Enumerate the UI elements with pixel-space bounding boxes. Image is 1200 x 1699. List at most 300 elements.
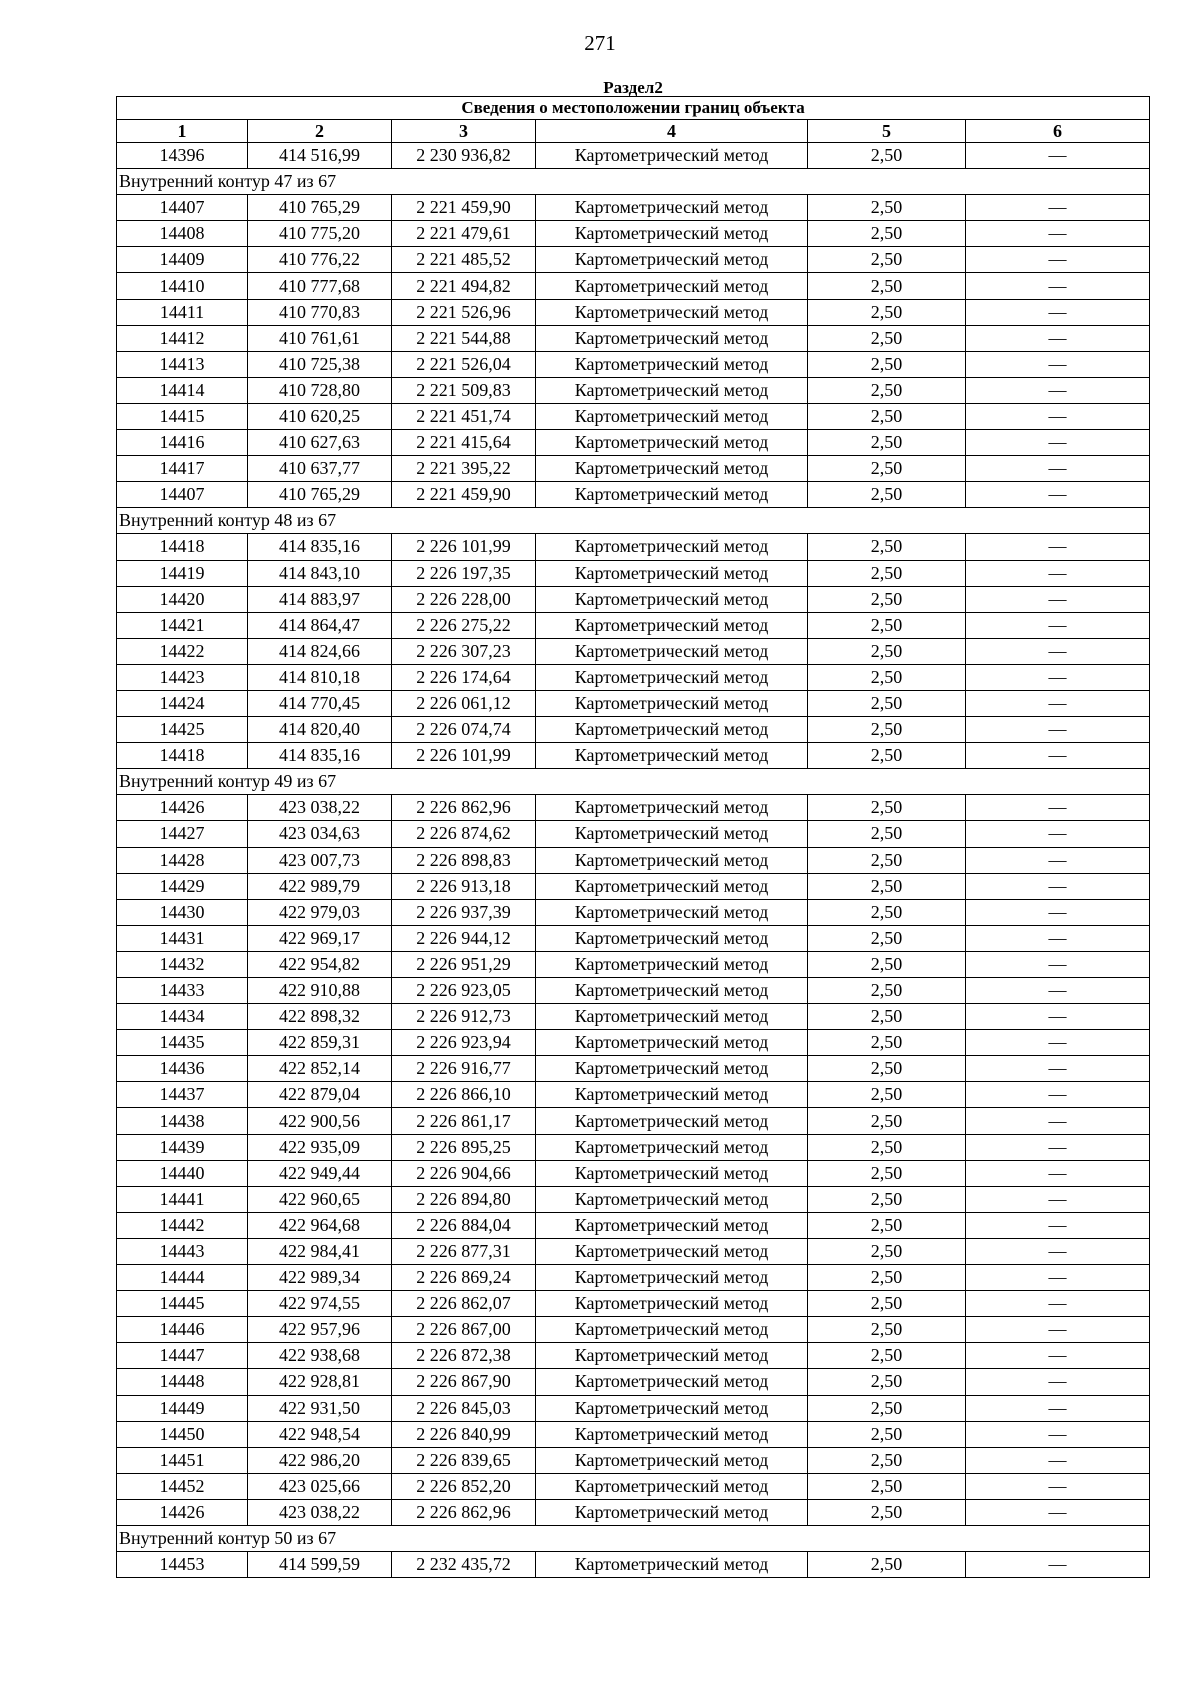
table-row	[117, 1499, 1150, 1525]
y-coordinate-cell: 2 230 936,82	[392, 143, 536, 169]
y-coordinate-cell: 2 221 395,22	[392, 456, 536, 482]
x-coordinate-cell: 422 957,96	[248, 1317, 392, 1343]
point-number-cell: 14453	[117, 1552, 248, 1578]
y-coordinate-cell: 2 226 307,23	[392, 638, 536, 664]
y-coordinate-cell: 2 226 874,62	[392, 821, 536, 847]
method-cell: Картометрический метод	[536, 873, 808, 899]
accuracy-cell: 2,50	[808, 1291, 966, 1317]
y-coordinate-cell: 2 226 923,05	[392, 978, 536, 1004]
point-number-cell: 14436	[117, 1056, 248, 1082]
accuracy-cell: 2,50	[808, 325, 966, 351]
accuracy-cell: 2,50	[808, 899, 966, 925]
point-number-cell: 14417	[117, 456, 248, 482]
method-cell: Картометрический метод	[536, 299, 808, 325]
accuracy-cell: 2,50	[808, 847, 966, 873]
x-coordinate-cell: 422 964,68	[248, 1212, 392, 1238]
method-cell: Картометрический метод	[536, 325, 808, 351]
table-title-row	[117, 97, 1150, 120]
method-cell: Картометрический метод	[536, 690, 808, 716]
x-coordinate-cell: 422 960,65	[248, 1186, 392, 1212]
method-cell: Картометрический метод	[536, 273, 808, 299]
y-coordinate-cell: 2 226 884,04	[392, 1212, 536, 1238]
description-cell: —	[966, 1108, 1150, 1134]
point-number-cell: 14449	[117, 1395, 248, 1421]
point-number-cell: 14450	[117, 1421, 248, 1447]
table-title: Сведения о местоположении границ объекта	[117, 97, 1150, 120]
contour-label: Внутренний контур 47 из 67	[117, 169, 1150, 195]
x-coordinate-cell: 414 824,66	[248, 638, 392, 664]
y-coordinate-cell: 2 226 275,22	[392, 612, 536, 638]
accuracy-cell: 2,50	[808, 690, 966, 716]
accuracy-cell: 2,50	[808, 195, 966, 221]
description-cell: —	[966, 925, 1150, 951]
table-row	[117, 1265, 1150, 1291]
description-cell: —	[966, 1134, 1150, 1160]
table-row	[117, 534, 1150, 560]
description-cell: —	[966, 560, 1150, 586]
table-row	[117, 560, 1150, 586]
method-cell: Картометрический метод	[536, 1108, 808, 1134]
table-row	[117, 690, 1150, 716]
point-number-cell: 14440	[117, 1160, 248, 1186]
column-header: 3	[392, 120, 536, 143]
table-row	[117, 273, 1150, 299]
accuracy-cell: 2,50	[808, 821, 966, 847]
point-number-cell: 14418	[117, 743, 248, 769]
accuracy-cell: 2,50	[808, 143, 966, 169]
column-header: 5	[808, 120, 966, 143]
y-coordinate-cell: 2 226 845,03	[392, 1395, 536, 1421]
y-coordinate-cell: 2 232 435,72	[392, 1552, 536, 1578]
y-coordinate-cell: 2 226 913,18	[392, 873, 536, 899]
accuracy-cell: 2,50	[808, 795, 966, 821]
x-coordinate-cell: 414 516,99	[248, 143, 392, 169]
y-coordinate-cell: 2 226 923,94	[392, 1030, 536, 1056]
accuracy-cell: 2,50	[808, 403, 966, 429]
table-row	[117, 1056, 1150, 1082]
method-cell: Картометрический метод	[536, 612, 808, 638]
x-coordinate-cell: 423 007,73	[248, 847, 392, 873]
method-cell: Картометрический метод	[536, 403, 808, 429]
accuracy-cell: 2,50	[808, 247, 966, 273]
method-cell: Картометрический метод	[536, 717, 808, 743]
method-cell: Картометрический метод	[536, 1395, 808, 1421]
x-coordinate-cell: 414 843,10	[248, 560, 392, 586]
point-number-cell: 14414	[117, 377, 248, 403]
contour-header-row	[117, 508, 1150, 534]
point-number-cell: 14451	[117, 1447, 248, 1473]
point-number-cell: 14442	[117, 1212, 248, 1238]
method-cell: Картометрический метод	[536, 1186, 808, 1212]
point-number-cell: 14420	[117, 586, 248, 612]
method-cell: Картометрический метод	[536, 795, 808, 821]
table-row	[117, 873, 1150, 899]
y-coordinate-cell: 2 221 526,04	[392, 351, 536, 377]
point-number-cell: 14426	[117, 795, 248, 821]
description-cell: —	[966, 978, 1150, 1004]
y-coordinate-cell: 2 226 862,07	[392, 1291, 536, 1317]
column-header: 6	[966, 120, 1150, 143]
y-coordinate-cell: 2 221 459,90	[392, 482, 536, 508]
table-row	[117, 195, 1150, 221]
y-coordinate-cell: 2 226 866,10	[392, 1082, 536, 1108]
description-cell: —	[966, 873, 1150, 899]
y-coordinate-cell: 2 226 895,25	[392, 1134, 536, 1160]
table-row	[117, 1030, 1150, 1056]
y-coordinate-cell: 2 226 904,66	[392, 1160, 536, 1186]
x-coordinate-cell: 422 979,03	[248, 899, 392, 925]
method-cell: Картометрический метод	[536, 1552, 808, 1578]
x-coordinate-cell: 410 770,83	[248, 299, 392, 325]
point-number-cell: 14429	[117, 873, 248, 899]
point-number-cell: 14396	[117, 143, 248, 169]
method-cell: Картометрический метод	[536, 1473, 808, 1499]
table-row	[117, 1186, 1150, 1212]
x-coordinate-cell: 422 910,88	[248, 978, 392, 1004]
y-coordinate-cell: 2 221 459,90	[392, 195, 536, 221]
contour-label: Внутренний контур 48 из 67	[117, 508, 1150, 534]
accuracy-cell: 2,50	[808, 1499, 966, 1525]
y-coordinate-cell: 2 226 916,77	[392, 1056, 536, 1082]
point-number-cell: 14407	[117, 195, 248, 221]
table-row	[117, 456, 1150, 482]
accuracy-cell: 2,50	[808, 1317, 966, 1343]
accuracy-cell: 2,50	[808, 1160, 966, 1186]
description-cell: —	[966, 377, 1150, 403]
method-cell: Картометрический метод	[536, 351, 808, 377]
point-number-cell: 14413	[117, 351, 248, 377]
method-cell: Картометрический метод	[536, 638, 808, 664]
description-cell: —	[966, 821, 1150, 847]
y-coordinate-cell: 2 226 894,80	[392, 1186, 536, 1212]
column-header: 1	[117, 120, 248, 143]
description-cell: —	[966, 325, 1150, 351]
y-coordinate-cell: 2 226 912,73	[392, 1004, 536, 1030]
method-cell: Картометрический метод	[536, 664, 808, 690]
point-number-cell: 14418	[117, 534, 248, 560]
table-row	[117, 1108, 1150, 1134]
description-cell: —	[966, 1212, 1150, 1238]
point-number-cell: 14432	[117, 951, 248, 977]
point-number-cell: 14421	[117, 612, 248, 638]
x-coordinate-cell: 410 725,38	[248, 351, 392, 377]
table-row	[117, 951, 1150, 977]
table-row	[117, 247, 1150, 273]
y-coordinate-cell: 2 226 951,29	[392, 951, 536, 977]
description-cell: —	[966, 1499, 1150, 1525]
table-row	[117, 638, 1150, 664]
y-coordinate-cell: 2 221 415,64	[392, 430, 536, 456]
point-number-cell: 14426	[117, 1499, 248, 1525]
accuracy-cell: 2,50	[808, 377, 966, 403]
y-coordinate-cell: 2 221 494,82	[392, 273, 536, 299]
description-cell: —	[966, 1291, 1150, 1317]
table-row	[117, 664, 1150, 690]
x-coordinate-cell: 423 025,66	[248, 1473, 392, 1499]
accuracy-cell: 2,50	[808, 1004, 966, 1030]
x-coordinate-cell: 422 938,68	[248, 1343, 392, 1369]
description-cell: —	[966, 221, 1150, 247]
description-cell: —	[966, 456, 1150, 482]
y-coordinate-cell: 2 226 877,31	[392, 1238, 536, 1264]
point-number-cell: 14443	[117, 1238, 248, 1264]
x-coordinate-cell: 410 761,61	[248, 325, 392, 351]
x-coordinate-cell: 422 989,79	[248, 873, 392, 899]
x-coordinate-cell: 422 949,44	[248, 1160, 392, 1186]
point-number-cell: 14431	[117, 925, 248, 951]
y-coordinate-cell: 2 226 839,65	[392, 1447, 536, 1473]
x-coordinate-cell: 422 900,56	[248, 1108, 392, 1134]
accuracy-cell: 2,50	[808, 612, 966, 638]
y-coordinate-cell: 2 221 485,52	[392, 247, 536, 273]
accuracy-cell: 2,50	[808, 1447, 966, 1473]
accuracy-cell: 2,50	[808, 925, 966, 951]
description-cell: —	[966, 717, 1150, 743]
description-cell: —	[966, 1030, 1150, 1056]
method-cell: Картометрический метод	[536, 1291, 808, 1317]
column-header: 4	[536, 120, 808, 143]
method-cell: Картометрический метод	[536, 482, 808, 508]
description-cell: —	[966, 1317, 1150, 1343]
method-cell: Картометрический метод	[536, 377, 808, 403]
description-cell: —	[966, 143, 1150, 169]
x-coordinate-cell: 422 986,20	[248, 1447, 392, 1473]
method-cell: Картометрический метод	[536, 1160, 808, 1186]
description-cell: —	[966, 1552, 1150, 1578]
y-coordinate-cell: 2 226 869,24	[392, 1265, 536, 1291]
table-row	[117, 847, 1150, 873]
method-cell: Картометрический метод	[536, 1082, 808, 1108]
point-number-cell: 14410	[117, 273, 248, 299]
x-coordinate-cell: 414 820,40	[248, 717, 392, 743]
table-row	[117, 743, 1150, 769]
description-cell: —	[966, 195, 1150, 221]
point-number-cell: 14430	[117, 899, 248, 925]
x-coordinate-cell: 422 859,31	[248, 1030, 392, 1056]
y-coordinate-cell: 2 226 898,83	[392, 847, 536, 873]
contour-label: Внутренний контур 49 из 67	[117, 769, 1150, 795]
accuracy-cell: 2,50	[808, 482, 966, 508]
description-cell: —	[966, 899, 1150, 925]
table-row	[117, 1212, 1150, 1238]
y-coordinate-cell: 2 226 937,39	[392, 899, 536, 925]
description-cell: —	[966, 664, 1150, 690]
point-number-cell: 14419	[117, 560, 248, 586]
description-cell: —	[966, 1238, 1150, 1264]
description-cell: —	[966, 534, 1150, 560]
point-number-cell: 14445	[117, 1291, 248, 1317]
table-row	[117, 482, 1150, 508]
accuracy-cell: 2,50	[808, 1212, 966, 1238]
table-row	[117, 717, 1150, 743]
method-cell: Картометрический метод	[536, 925, 808, 951]
method-cell: Картометрический метод	[536, 743, 808, 769]
description-cell: —	[966, 403, 1150, 429]
x-coordinate-cell: 422 931,50	[248, 1395, 392, 1421]
description-cell: —	[966, 1004, 1150, 1030]
accuracy-cell: 2,50	[808, 351, 966, 377]
accuracy-cell: 2,50	[808, 1030, 966, 1056]
x-coordinate-cell: 423 034,63	[248, 821, 392, 847]
accuracy-cell: 2,50	[808, 299, 966, 325]
y-coordinate-cell: 2 221 544,88	[392, 325, 536, 351]
method-cell: Картометрический метод	[536, 143, 808, 169]
table-row	[117, 377, 1150, 403]
method-cell: Картометрический метод	[536, 195, 808, 221]
y-coordinate-cell: 2 221 526,96	[392, 299, 536, 325]
method-cell: Картометрический метод	[536, 1056, 808, 1082]
accuracy-cell: 2,50	[808, 978, 966, 1004]
method-cell: Картометрический метод	[536, 1004, 808, 1030]
x-coordinate-cell: 410 765,29	[248, 195, 392, 221]
method-cell: Картометрический метод	[536, 899, 808, 925]
accuracy-cell: 2,50	[808, 1421, 966, 1447]
x-coordinate-cell: 410 627,63	[248, 430, 392, 456]
y-coordinate-cell: 2 226 101,99	[392, 743, 536, 769]
y-coordinate-cell: 2 226 101,99	[392, 534, 536, 560]
x-coordinate-cell: 422 954,82	[248, 951, 392, 977]
table-row	[117, 403, 1150, 429]
description-cell: —	[966, 951, 1150, 977]
y-coordinate-cell: 2 226 862,96	[392, 795, 536, 821]
description-cell: —	[966, 1265, 1150, 1291]
point-number-cell: 14438	[117, 1108, 248, 1134]
x-coordinate-cell: 422 879,04	[248, 1082, 392, 1108]
contour-label: Внутренний контур 50 из 67	[117, 1525, 1150, 1551]
method-cell: Картометрический метод	[536, 586, 808, 612]
accuracy-cell: 2,50	[808, 743, 966, 769]
y-coordinate-cell: 2 226 061,12	[392, 690, 536, 716]
point-number-cell: 14433	[117, 978, 248, 1004]
point-number-cell: 14448	[117, 1369, 248, 1395]
accuracy-cell: 2,50	[808, 560, 966, 586]
x-coordinate-cell: 422 974,55	[248, 1291, 392, 1317]
point-number-cell: 14434	[117, 1004, 248, 1030]
method-cell: Картометрический метод	[536, 430, 808, 456]
y-coordinate-cell: 2 226 944,12	[392, 925, 536, 951]
description-cell: —	[966, 690, 1150, 716]
x-coordinate-cell: 422 948,54	[248, 1421, 392, 1447]
y-coordinate-cell: 2 226 861,17	[392, 1108, 536, 1134]
description-cell: —	[966, 482, 1150, 508]
accuracy-cell: 2,50	[808, 717, 966, 743]
table-row	[117, 1238, 1150, 1264]
accuracy-cell: 2,50	[808, 1343, 966, 1369]
x-coordinate-cell: 410 765,29	[248, 482, 392, 508]
table-row	[117, 1473, 1150, 1499]
y-coordinate-cell: 2 221 509,83	[392, 377, 536, 403]
x-coordinate-cell: 410 775,20	[248, 221, 392, 247]
point-number-cell: 14416	[117, 430, 248, 456]
x-coordinate-cell: 422 984,41	[248, 1238, 392, 1264]
boundary-table	[116, 80, 1150, 1578]
table-row	[117, 1447, 1150, 1473]
table-row	[117, 1552, 1150, 1578]
point-number-cell: 14407	[117, 482, 248, 508]
x-coordinate-cell: 423 038,22	[248, 1499, 392, 1525]
point-number-cell: 14424	[117, 690, 248, 716]
description-cell: —	[966, 299, 1150, 325]
accuracy-cell: 2,50	[808, 873, 966, 899]
x-coordinate-cell: 410 777,68	[248, 273, 392, 299]
accuracy-cell: 2,50	[808, 664, 966, 690]
method-cell: Картометрический метод	[536, 560, 808, 586]
point-number-cell: 14435	[117, 1030, 248, 1056]
point-number-cell: 14439	[117, 1134, 248, 1160]
method-cell: Картометрический метод	[536, 1265, 808, 1291]
method-cell: Картометрический метод	[536, 456, 808, 482]
y-coordinate-cell: 2 226 867,90	[392, 1369, 536, 1395]
accuracy-cell: 2,50	[808, 534, 966, 560]
method-cell: Картометрический метод	[536, 534, 808, 560]
x-coordinate-cell: 414 599,59	[248, 1552, 392, 1578]
accuracy-cell: 2,50	[808, 456, 966, 482]
contour-header-row	[117, 769, 1150, 795]
x-coordinate-cell: 423 038,22	[248, 795, 392, 821]
accuracy-cell: 2,50	[808, 1238, 966, 1264]
method-cell: Картометрический метод	[536, 1134, 808, 1160]
description-cell: —	[966, 273, 1150, 299]
method-cell: Картометрический метод	[536, 847, 808, 873]
point-number-cell: 14415	[117, 403, 248, 429]
x-coordinate-cell: 414 810,18	[248, 664, 392, 690]
section-label: Раздел2	[603, 80, 663, 97]
description-cell: —	[966, 1343, 1150, 1369]
method-cell: Картометрический метод	[536, 978, 808, 1004]
table-row	[117, 1134, 1150, 1160]
table-row	[117, 978, 1150, 1004]
method-cell: Картометрический метод	[536, 1212, 808, 1238]
table-row	[117, 1160, 1150, 1186]
column-header: 2	[248, 120, 392, 143]
accuracy-cell: 2,50	[808, 430, 966, 456]
table-row	[117, 1343, 1150, 1369]
accuracy-cell: 2,50	[808, 1056, 966, 1082]
table-row	[117, 221, 1150, 247]
description-cell: —	[966, 247, 1150, 273]
accuracy-cell: 2,50	[808, 1552, 966, 1578]
description-cell: —	[966, 743, 1150, 769]
method-cell: Картометрический метод	[536, 1317, 808, 1343]
x-coordinate-cell: 414 864,47	[248, 612, 392, 638]
table-row	[117, 430, 1150, 456]
accuracy-cell: 2,50	[808, 1186, 966, 1212]
x-coordinate-cell: 422 969,17	[248, 925, 392, 951]
table-row	[117, 795, 1150, 821]
description-cell: —	[966, 351, 1150, 377]
accuracy-cell: 2,50	[808, 1082, 966, 1108]
table-row	[117, 325, 1150, 351]
method-cell: Картометрический метод	[536, 951, 808, 977]
y-coordinate-cell: 2 226 862,96	[392, 1499, 536, 1525]
accuracy-cell: 2,50	[808, 638, 966, 664]
table-row	[117, 1395, 1150, 1421]
point-number-cell: 14425	[117, 717, 248, 743]
accuracy-cell: 2,50	[808, 1134, 966, 1160]
x-coordinate-cell: 422 989,34	[248, 1265, 392, 1291]
table-row	[117, 925, 1150, 951]
x-coordinate-cell: 422 928,81	[248, 1369, 392, 1395]
table-row	[117, 821, 1150, 847]
accuracy-cell: 2,50	[808, 1395, 966, 1421]
x-coordinate-cell: 410 637,77	[248, 456, 392, 482]
contour-header-row	[117, 169, 1150, 195]
point-number-cell: 14441	[117, 1186, 248, 1212]
accuracy-cell: 2,50	[808, 1108, 966, 1134]
y-coordinate-cell: 2 226 228,00	[392, 586, 536, 612]
table-row	[117, 1369, 1150, 1395]
accuracy-cell: 2,50	[808, 586, 966, 612]
